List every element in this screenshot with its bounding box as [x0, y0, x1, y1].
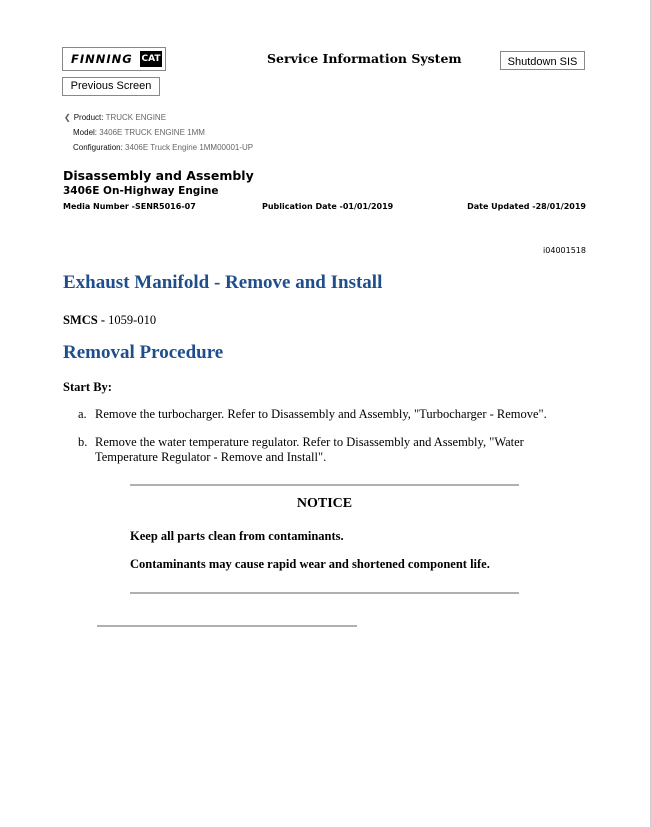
smcs-value: 1059-010	[108, 313, 157, 327]
smcs-label: SMCS -	[63, 313, 106, 327]
system-title: Service Information System	[267, 51, 462, 66]
breadcrumb-model: Model: 3406E TRUCK ENGINE 1MM	[73, 128, 205, 137]
logo-wordmark: FINNING	[71, 52, 133, 66]
smcs-code	[63, 313, 156, 328]
configuration-value: 3406E Truck Engine 1MM00001-UP	[125, 143, 254, 152]
finning-cat-logo	[62, 47, 166, 71]
notice-line-1: Keep all parts clean from contaminants.	[130, 529, 344, 543]
notice-title: NOTICE	[296, 496, 353, 511]
list-marker: b.	[78, 435, 88, 449]
media-number: Media Number -SENR5016-07	[63, 202, 196, 211]
section-heading: Removal Procedure	[63, 342, 224, 363]
notice-bottom-divider	[130, 592, 519, 594]
date-updated: Date Updated -28/01/2019	[467, 202, 586, 211]
previous-screen-button[interactable]: Previous Screen	[62, 77, 160, 96]
footer-divider	[97, 625, 357, 627]
cat-badge: CAT	[140, 51, 162, 67]
document-id: i04001518	[543, 246, 586, 255]
page-heading: Exhaust Manifold - Remove and Install	[63, 272, 383, 293]
shutdown-sis-button[interactable]: Shutdown SIS	[500, 51, 585, 70]
notice-top-divider	[130, 484, 519, 486]
step-text: Remove the water temperature regulator. Refer to Disassembly and Assembly, "Water Temperature Regulator - Remove and Install".	[95, 435, 524, 464]
breadcrumb-configuration: Configuration: 3406E Truck Engine 1MM00001-UP	[73, 143, 254, 152]
document-title: Disassembly and Assembly	[63, 168, 254, 183]
back-arrow-icon[interactable]: ❮	[64, 113, 71, 122]
step-text: Remove the turbocharger. Refer to Disassembly and Assembly, "Turbocharger - Remove".	[95, 407, 547, 421]
breadcrumb-product[interactable]: ❮ Product: TRUCK ENGINE	[64, 113, 167, 122]
document-subtitle: 3406E On-Highway Engine	[63, 185, 219, 197]
start-by-label: Start By:	[63, 380, 112, 394]
list-marker: a.	[78, 407, 87, 421]
notice-line-2: Contaminants may cause rapid wear and shortened component life.	[130, 557, 490, 571]
publication-date: Publication Date -01/01/2019	[262, 202, 394, 211]
model-value: 3406E TRUCK ENGINE 1MM	[99, 128, 205, 137]
product-value: TRUCK ENGINE	[105, 113, 167, 122]
